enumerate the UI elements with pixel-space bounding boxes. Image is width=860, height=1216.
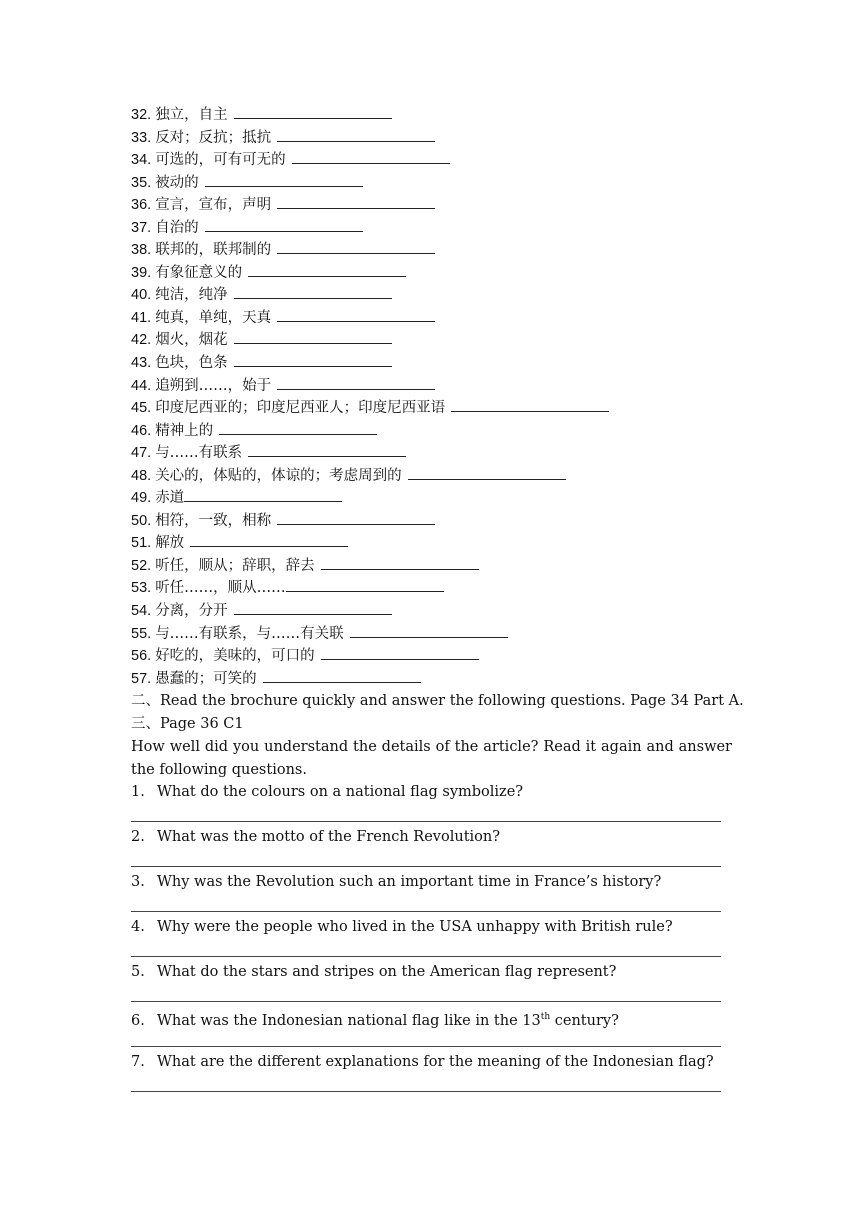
answer-blank[interactable] <box>234 600 392 615</box>
vocab-meaning: 烟火，烟花 <box>155 332 228 349</box>
vocab-number: 42. <box>131 332 156 349</box>
vocab-item <box>131 375 751 398</box>
vocab-number: 52. <box>131 557 156 574</box>
question <box>131 1052 714 1072</box>
answer-blank[interactable] <box>286 577 444 592</box>
vocab-number: 48. <box>131 467 156 484</box>
answer-blank[interactable] <box>321 645 479 660</box>
vocab-number: 41. <box>131 309 156 326</box>
vocab-item <box>131 104 751 127</box>
vocab-item <box>131 577 751 600</box>
question-text: What do the colours on a national flag symbolize? <box>157 784 524 800</box>
answer-blank[interactable] <box>277 239 435 254</box>
vocab-number: 46. <box>131 422 156 439</box>
vocab-meaning: 独立，自主 <box>155 107 228 123</box>
vocab-number: 36. <box>131 197 156 214</box>
vocab-item <box>131 172 751 195</box>
question <box>131 872 661 892</box>
answer-blank[interactable] <box>234 284 392 299</box>
vocab-list <box>131 104 751 690</box>
vocab-number: 38. <box>131 242 156 259</box>
vocab-meaning: 纯洁，纯净 <box>155 287 228 304</box>
vocab-item <box>131 149 751 172</box>
answer-blank[interactable] <box>184 487 342 502</box>
vocab-meaning: 相符，一致，相称 <box>155 512 272 529</box>
answer-blank[interactable] <box>277 194 435 209</box>
question-text: What are the different explanations for the meaning of the Indonesian flag? <box>157 1054 714 1070</box>
question-number: 4. <box>131 919 145 935</box>
answer-line[interactable] <box>131 1001 721 1002</box>
question-number: 2. <box>131 829 145 845</box>
answer-blank[interactable] <box>248 442 406 457</box>
vocab-meaning: 纯真，单纯，天真 <box>155 309 272 326</box>
vocab-item <box>131 127 751 150</box>
vocab-item <box>131 532 751 555</box>
vocab-meaning: 精神上的 <box>155 422 214 439</box>
answer-blank[interactable] <box>292 149 450 164</box>
answer-line[interactable] <box>131 911 721 912</box>
vocab-meaning: 有象征意义的 <box>155 264 243 281</box>
vocab-meaning: 追朔到……，始于 <box>155 377 272 394</box>
vocab-number: 40. <box>131 287 156 304</box>
answer-blank[interactable] <box>205 172 363 187</box>
question-number: 6. <box>131 1012 145 1029</box>
vocab-number: 34. <box>131 152 156 169</box>
answer-blank[interactable] <box>219 420 377 435</box>
vocab-meaning: 印度尼西亚的；印度尼西亚人；印度尼西亚语 <box>155 400 446 417</box>
section-3-heading: 三、Page 36 C1 <box>131 716 244 732</box>
answer-line[interactable] <box>131 821 721 822</box>
vocab-item <box>131 329 751 352</box>
question-text: Why was the Revolution such an important time in France’s history? <box>157 874 662 890</box>
vocab-meaning: 听任……，顺从…… <box>155 580 286 597</box>
question <box>131 827 500 847</box>
vocab-meaning: 自治的 <box>155 219 199 236</box>
question <box>131 1007 619 1031</box>
vocab-number: 39. <box>131 264 156 281</box>
vocab-item <box>131 442 751 465</box>
vocab-meaning: 宣言，宣布，声明 <box>155 197 272 214</box>
vocab-meaning: 解放 <box>155 535 185 552</box>
answer-blank[interactable] <box>350 623 508 638</box>
vocab-item <box>131 194 751 217</box>
vocab-number: 44. <box>131 377 156 394</box>
question <box>131 782 523 802</box>
answer-blank[interactable] <box>234 329 392 344</box>
question-text: What was the Indonesian national flag like in the 13th century? <box>157 1012 619 1029</box>
vocab-number: 43. <box>131 355 156 372</box>
answer-blank[interactable] <box>321 555 479 570</box>
answer-blank[interactable] <box>263 668 421 683</box>
answer-blank[interactable] <box>234 104 392 119</box>
vocab-number: 32. <box>131 107 156 123</box>
vocab-meaning: 赤道 <box>155 490 185 507</box>
answer-line[interactable] <box>131 956 721 957</box>
vocab-meaning: 好吃的，美味的，可口的 <box>155 648 315 665</box>
vocab-item <box>131 600 751 623</box>
vocab-item <box>131 284 751 307</box>
vocab-item <box>131 420 751 443</box>
vocab-meaning: 愚蠢的；可笑的 <box>155 670 257 687</box>
vocab-number: 49. <box>131 490 156 507</box>
answer-blank[interactable] <box>277 510 435 525</box>
vocab-item <box>131 487 751 510</box>
instructions: How well did you understand the details of the article? Read it again and answer the following questions. <box>131 739 732 778</box>
vocab-number: 37. <box>131 219 156 236</box>
vocab-item <box>131 510 751 533</box>
answer-line[interactable] <box>131 1046 721 1047</box>
vocab-number: 35. <box>131 174 156 191</box>
vocab-number: 51. <box>131 535 156 552</box>
vocab-item <box>131 645 751 668</box>
vocab-meaning: 与……有联系 <box>155 445 243 462</box>
answer-blank[interactable] <box>277 127 435 142</box>
vocab-item <box>131 623 751 646</box>
question <box>131 962 616 982</box>
vocab-meaning: 可选的，可有可无的 <box>155 152 286 169</box>
vocab-item <box>131 465 751 488</box>
vocab-number: 50. <box>131 512 156 529</box>
vocab-meaning: 反对；反抗；抵抗 <box>155 129 272 146</box>
vocab-number: 57. <box>131 670 156 687</box>
vocab-meaning: 与……有联系，与……有关联 <box>155 625 344 642</box>
vocab-number: 47. <box>131 445 156 462</box>
vocab-meaning: 色块，色条 <box>155 355 228 372</box>
answer-blank[interactable] <box>190 532 348 547</box>
question-text: Why were the people who lived in the USA unhappy with British rule? <box>157 919 673 935</box>
vocab-meaning: 关心的，体贴的，体谅的；考虑周到的 <box>155 467 402 484</box>
question-number: 3. <box>131 874 145 890</box>
vocab-number: 33. <box>131 129 156 146</box>
vocab-meaning: 联邦的，联邦制的 <box>155 242 272 259</box>
question <box>131 917 673 937</box>
section-2-heading: 二、Read the brochure quickly and answer the following questions. Page 34 Part A. <box>131 693 744 709</box>
vocab-item <box>131 555 751 578</box>
answer-blank[interactable] <box>234 352 392 367</box>
question-number: 1. <box>131 784 145 800</box>
vocab-item <box>131 307 751 330</box>
vocab-item <box>131 217 751 240</box>
vocab-meaning: 听任，顺从；辞职，辞去 <box>155 557 315 574</box>
answer-blank[interactable] <box>408 465 566 480</box>
vocab-item <box>131 239 751 262</box>
question-text: What was the motto of the French Revolution? <box>157 829 501 845</box>
vocab-number: 55. <box>131 625 156 642</box>
question-number: 7. <box>131 1054 145 1070</box>
vocab-number: 53. <box>131 580 156 597</box>
vocab-number: 56. <box>131 648 156 665</box>
answer-blank[interactable] <box>277 375 435 390</box>
answer-line[interactable] <box>131 866 721 867</box>
vocab-item <box>131 352 751 375</box>
vocab-meaning: 被动的 <box>155 174 199 191</box>
vocab-item <box>131 262 751 285</box>
answer-blank[interactable] <box>248 262 406 277</box>
answer-line[interactable] <box>131 1091 721 1092</box>
answer-blank[interactable] <box>451 397 609 412</box>
question-text: What do the stars and stripes on the American flag represent? <box>157 964 617 980</box>
question-number: 5. <box>131 964 145 980</box>
vocab-item <box>131 397 751 420</box>
vocab-meaning: 分离，分开 <box>155 603 228 620</box>
vocab-number: 45. <box>131 400 156 417</box>
vocab-number: 54. <box>131 603 156 620</box>
answer-blank[interactable] <box>277 307 435 322</box>
vocab-item <box>131 668 751 691</box>
answer-blank[interactable] <box>205 217 363 232</box>
